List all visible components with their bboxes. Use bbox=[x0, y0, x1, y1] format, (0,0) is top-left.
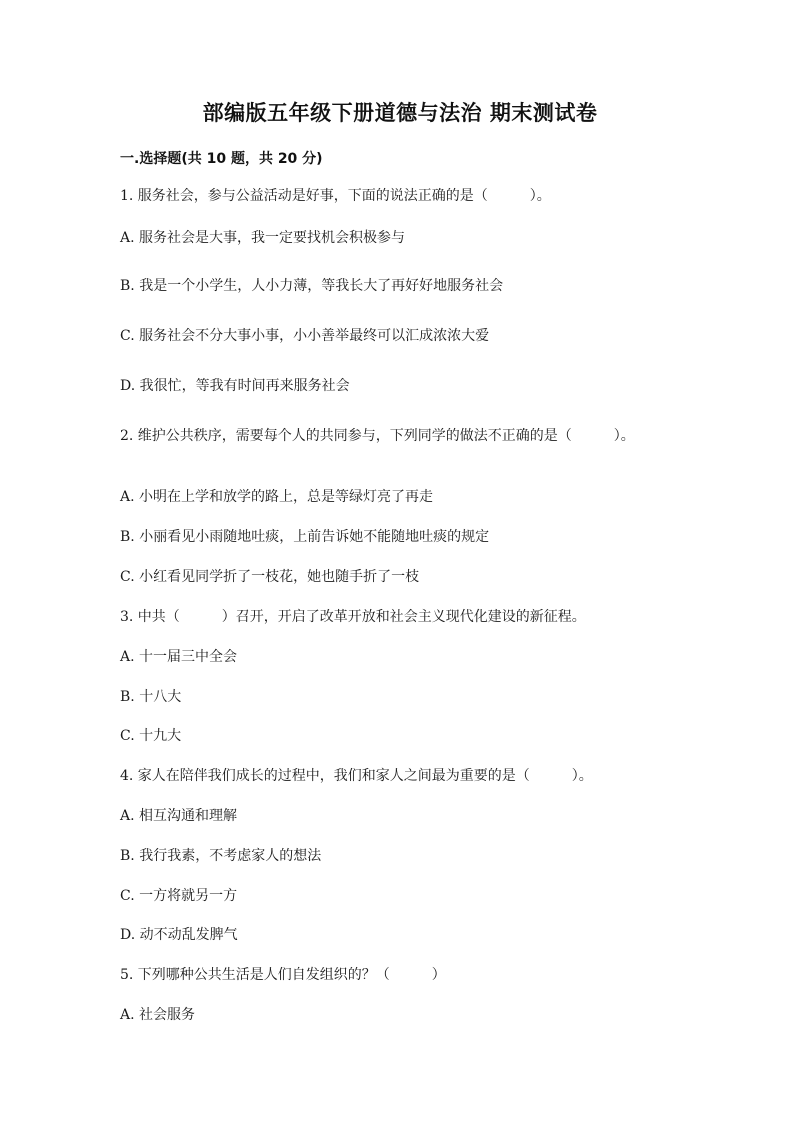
option-3b: B. 十八大 bbox=[120, 689, 182, 705]
option-4c: C. 一方将就另一方 bbox=[120, 888, 238, 904]
option-2b: B. 小丽看见小雨随地吐痰，上前告诉她不能随地吐痰的规定 bbox=[120, 529, 490, 545]
option-3c: C. 十九大 bbox=[120, 728, 182, 744]
option-1d: D. 我很忙，等我有时间再来服务社会 bbox=[120, 378, 350, 394]
option-4b: B. 我行我素，不考虑家人的想法 bbox=[120, 848, 322, 864]
question-1: 1. 服务社会，参与公益活动是好事，下面的说法正确的是（ ）。 bbox=[120, 188, 551, 204]
option-1b: B. 我是一个小学生，人小力薄，等我长大了再好好地服务社会 bbox=[120, 278, 504, 294]
option-3a: A. 十一届三中全会 bbox=[120, 649, 238, 665]
option-2a: A. 小明在上学和放学的路上，总是等绿灯亮了再走 bbox=[120, 489, 434, 505]
question-2: 2. 维护公共秩序，需要每个人的共同参与，下列同学的做法不正确的是（ ）。 bbox=[120, 428, 635, 444]
option-2c: C. 小红看见同学折了一枝花，她也随手折了一枝 bbox=[120, 569, 420, 585]
option-1a: A. 服务社会是大事，我一定要找机会积极参与 bbox=[120, 230, 406, 246]
section-heading: 一.选择题(共 10 题，共 20 分) bbox=[120, 151, 323, 167]
question-3: 3. 中共（ ）召开，开启了改革开放和社会主义现代化建设的新征程。 bbox=[120, 609, 586, 625]
option-4a: A. 相互沟通和理解 bbox=[120, 808, 238, 824]
question-4: 4. 家人在陪伴我们成长的过程中，我们和家人之间最为重要的是（ ）。 bbox=[120, 768, 593, 784]
page-title: 部编版五年级下册道德与法治 期末测试卷 bbox=[202, 101, 598, 125]
option-4d: D. 动不动乱发脾气 bbox=[120, 927, 238, 943]
option-5a: A. 社会服务 bbox=[120, 1007, 196, 1023]
option-1c: C. 服务社会不分大事小事，小小善举最终可以汇成浓浓大爱 bbox=[120, 328, 490, 344]
question-5: 5. 下列哪种公共生活是人们自发组织的？（ ） bbox=[120, 967, 446, 983]
